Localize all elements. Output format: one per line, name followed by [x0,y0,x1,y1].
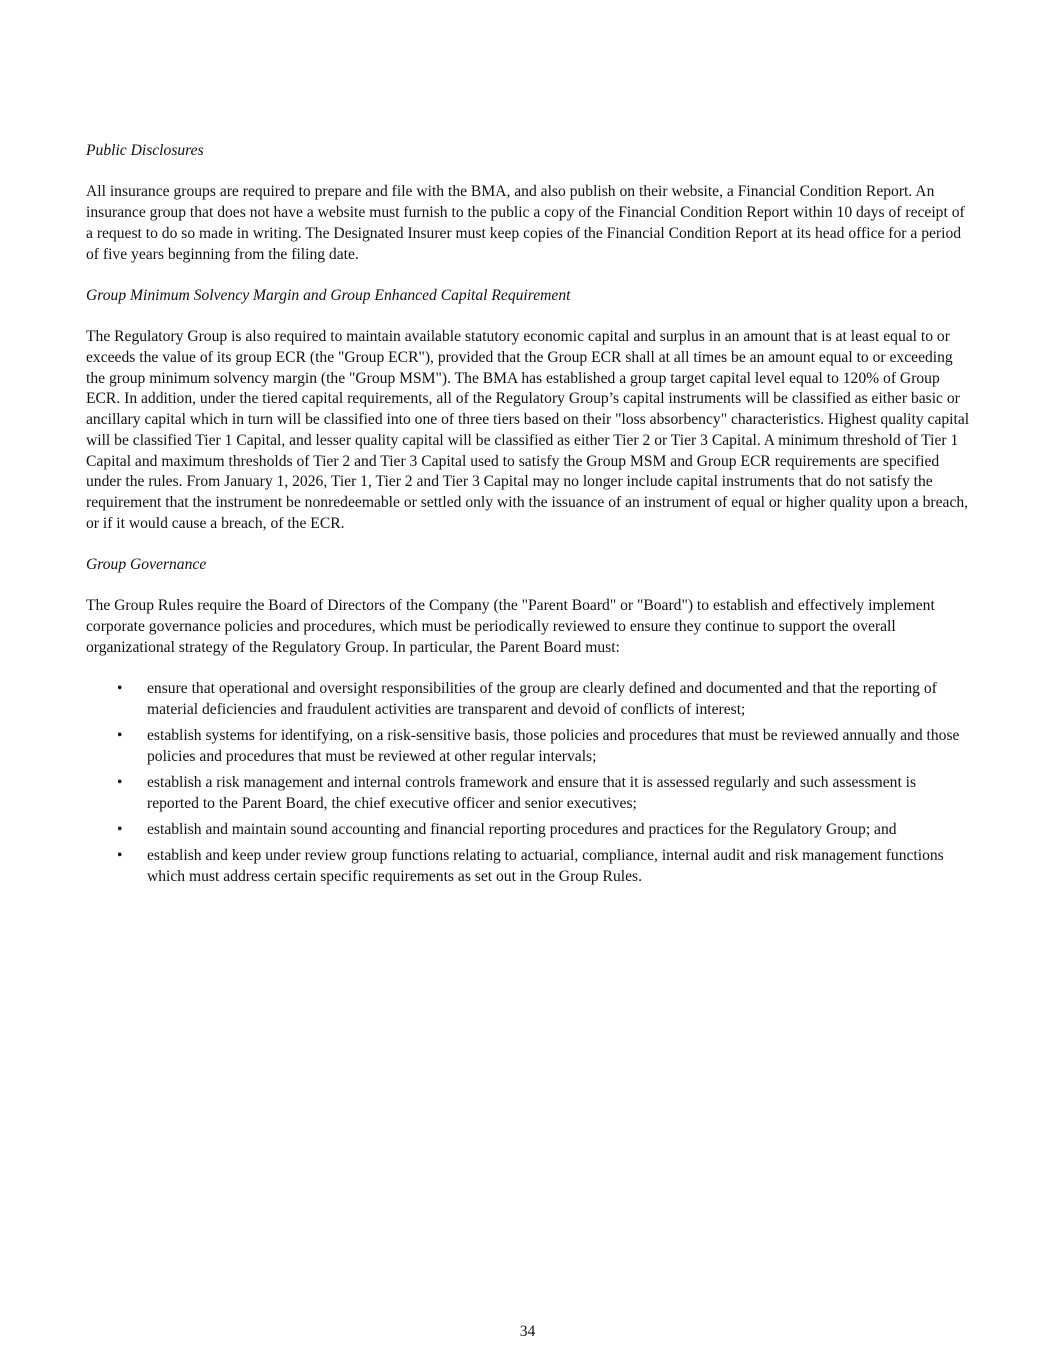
list-item [86,726,970,767]
governance-bullet-list [86,679,970,887]
list-item-text: establish systems for identifying, on a risk-sensitive basis, those policies and procedures that must be reviewed annually and those policies and procedures that must be reviewed at other regular intervals; [147,727,960,765]
bullet-icon: • [117,680,123,698]
section-heading-public-disclosures: Public Disclosures [86,142,204,159]
paragraph-group-governance: The Group Rules require the Board of Directors of the Company (the "Parent Board" or "Board") to establish and effectively implement corporate governance policies and procedures, which must be periodically reviewed to ensure they continue to support the overall organizational strategy of the Regulatory Group. In particular, the Parent Board must: [86,597,935,656]
document-body [86,141,970,893]
list-item-text: establish and keep under review group functions relating to actuarial, compliance, internal audit and risk management functions which must address certain specific requirements as set out in the Group Rules. [147,847,944,885]
list-item-text: establish and maintain sound accounting and financial reporting procedures and practices for the Regulatory Group; and [147,820,897,838]
bullet-icon: • [117,820,123,838]
page-number: 34 [519,1323,536,1340]
list-item-text: ensure that operational and oversight responsibilities of the group are clearly defined and documented and that the reporting of material deficiencies and fraudulent activities are transparent and devoid of conflicts of interest; [147,680,937,718]
bullet-icon: • [117,774,123,791]
list-item [86,846,970,887]
section-heading-group-msm-ecr: Group Minimum Solvency Margin and Group Enhanced Capital Requirement [86,286,571,304]
list-item [86,820,970,841]
list-item [86,773,970,814]
bullet-icon: • [117,847,123,865]
list-item [86,679,970,720]
bullet-icon: • [117,727,123,745]
section-heading-group-governance: Group Governance [86,556,207,573]
list-item-text: establish a risk management and internal controls framework and ensure that it is assessed regularly and such assessment is reported to the Parent Board, the chief executive officer and senior executives; [147,774,917,812]
paragraph-group-msm-ecr: The Regulatory Group is also required to maintain available statutory economic capital and surplus in an amount that is at least equal to or exceeds the value of its group ECR (the "Group ECR"), provided that the Group ECR shall at all times be an amount equal to or exceeding the group minimum solvency margin (the "Group MSM"). The BMA has established a group target capital level equal to 120% of Group ECR. In addition, under the tiered capital requirements, all of the Regulatory Group’s capital instruments will be classified as either basic or ancillary capital which in turn will be classified into one of three tiers based on their "loss absorbency" characteristics. Highest quality capital will be classified Tier 1 Capital, and lesser quality capital will be classified as either Tier 2 or Tier 3 Capital. A minimum threshold of Tier 1 Capital and maximum thresholds of Tier 2 and Tier 3 Capital used to satisfy the Group MSM and Group ECR requirements are specified under the rules. From January 1, 2026, Tier 1, Tier 2 and Tier 3 Capital may no longer include capital instruments that do not satisfy the requirement that the instrument be nonredeemable or settled only with the issuance of an instrument of equal or higher quality upon a breach, or if it would cause a breach, of the ECR. [86,328,970,532]
paragraph-public-disclosures: All insurance groups are required to prepare and file with the BMA, and also publish on their website, a Financial Condition Report. An insurance group that does not have a website must furnish to the public a copy of the Financial Condition Report within 10 days of receipt of a request to do so made in writing. The Designated Insurer must keep copies of the Financial Condition Report at its head office for a period of five years beginning from the filing date. [86,183,965,263]
